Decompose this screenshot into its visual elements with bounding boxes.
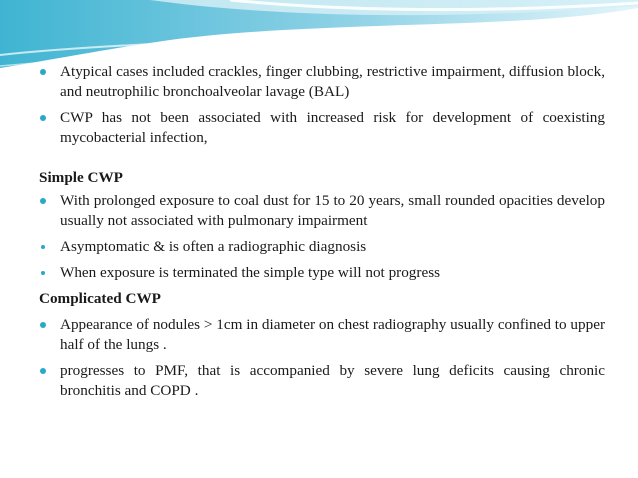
section-heading-complicated: Complicated CWP: [39, 290, 161, 307]
bullet-icon: [40, 368, 46, 374]
bullet-icon: [40, 115, 46, 121]
bullet-icon: [40, 322, 46, 328]
list-item: CWP has not been associated with increased risk for development of coexisting mycobacterial infection,: [39, 108, 605, 148]
bullet-icon: [40, 198, 46, 204]
small-bullet-icon: [41, 245, 45, 249]
list-item: progresses to PMF, that is accompanied by severe lung deficits causing chronic bronchitis and COPD .: [39, 361, 605, 401]
list-item: Appearance of nodules > 1cm in diameter on chest radiography usually confined to upper half of the lungs .: [39, 315, 605, 355]
header-wave-decoration: [0, 0, 638, 70]
sub-list-item: Asymptomatic & is often a radiographic diagnosis: [39, 237, 605, 257]
list-item: Atypical cases included crackles, finger clubbing, restrictive impairment, diffusion block, and neutrophilic bronchoalveolar lavage (BAL): [39, 62, 605, 102]
small-bullet-icon: [41, 271, 45, 275]
bullet-icon: [40, 69, 46, 75]
sub-list-item: When exposure is terminated the simple type will not progress: [39, 263, 605, 283]
list-item: With prolonged exposure to coal dust for 15 to 20 years, small rounded opacities develop usually not associated with pulmonary impairment: [39, 191, 605, 231]
section-heading-simple: Simple CWP: [39, 169, 123, 186]
slide-content: [39, 62, 605, 401]
